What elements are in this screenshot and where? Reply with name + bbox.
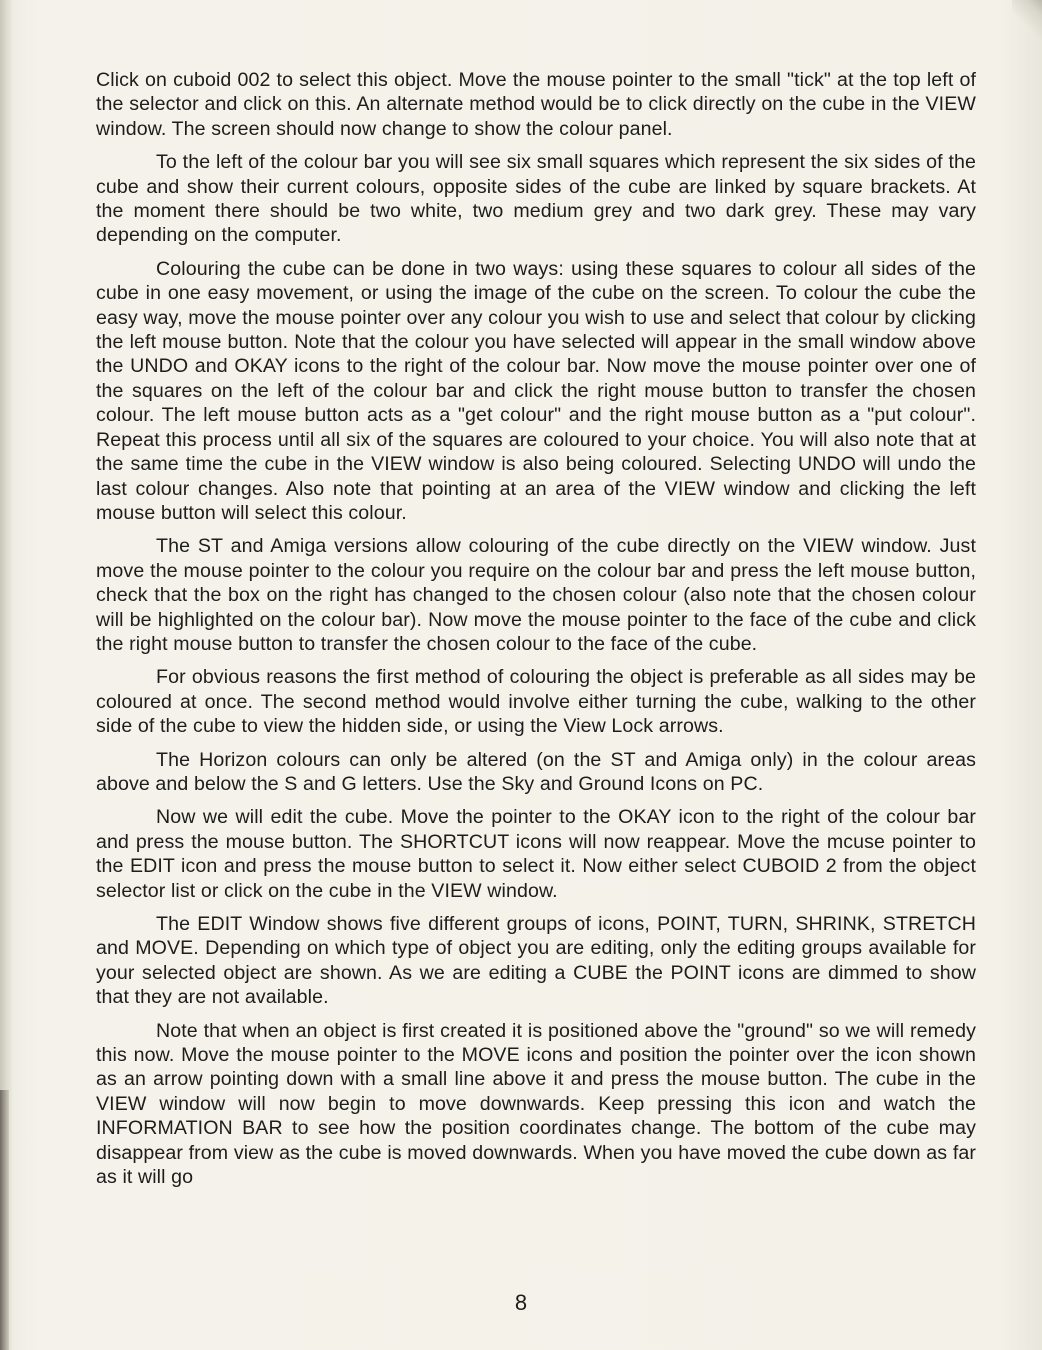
paragraph: Now we will edit the cube. Move the pointer to the OKAY icon to the right of the colour bar and press the mouse button. The SHORTCUT icons will now reappear. Move the mcuse pointer to the EDIT icon and press the mouse button to select it. Now either select CUBOID 2 from the object selector list or click on the cube in the VIEW window.	[96, 806, 976, 902]
paragraph: For obvious reasons the first method of colouring the object is preferable as all sides may be coloured at once. The second method would involve either turning the cube, walking to the other side of the cube to view the hidden side, or using the View Lock arrows.	[96, 666, 976, 738]
body-text	[96, 68, 976, 1198]
paragraph: Note that when an object is first created it is positioned above the "ground" so we will remedy this now. Move the mouse pointer to the MOVE icons and position the pointer over the icon shown as an arrow pointing down with a small line above it and press the mouse button. The cube in the VIEW window will now begin to move downwards. Keep pressing this icon and watch the INFORMATION BAR to see how the position coordinates change. The bottom of the cube may disappear from view as the cube is moved downwards. When you have moved the cube down as far as it will go	[96, 1019, 976, 1189]
paragraph: Colouring the cube can be done in two ways: using these squares to colour all sides of the cube in one easy movement, or using the image of the cube on the screen. To colour the cube the easy way, move the mouse pointer over any colour you wish to use and select that colour by clicking the left mouse button. Note that the colour you have selected will appear in the small window above the UNDO and OKAY icons to the right of the colour bar. Now move the mouse pointer over one of the squares on the left of the colour bar and click the right mouse button to transfer the chosen colour. The left mouse button acts as a "get colour" and the right mouse button as a "put colour". Repeat this process until all six of the squares are coloured to your choice. You will also note that at the same time the cube in the VIEW window is also being coloured. Selecting UNDO will undo the last colour changes. Also note that pointing at an area of the VIEW window and clicking the left mouse button will select this colour.	[96, 257, 976, 524]
paragraph: The ST and Amiga versions allow colouring of the cube directly on the VIEW window. Just move the mouse pointer to the colour you require on the colour bar and press the left mouse button, check that the box on the right has changed to the chosen colour (also note that the chosen colour will be highlighted on the colour bar). Now move the mouse pointer to the face of the cube and click the right mouse button to transfer the chosen colour to the face of the cube.	[96, 535, 976, 655]
paragraph: The EDIT Window shows five different groups of icons, POINT, TURN, SHRINK, STRETCH and MOVE. Depending on which type of object you are editing, only the editing groups available for your selected object are shown. As we are editing a CUBE the POINT icons are dimmed to show that they are not available.	[96, 913, 976, 1009]
paragraph: To the left of the colour bar you will see six small squares which represent the six sides of the cube and show their current colours, opposite sides of the cube are linked by square brackets. At the moment there should be two white, two medium grey and two dark grey. These may vary depending on the computer.	[96, 151, 976, 247]
paragraph: Click on cuboid 002 to select this object. Move the mouse pointer to the small "tick" at the top left of the selector and click on this. An alternate method would be to click directly on the cube in the VIEW window. The screen should now change to show the colour panel.	[96, 69, 976, 140]
page-corner-shadow	[1012, 0, 1042, 40]
paragraph: The Horizon colours can only be altered (on the ST and Amiga only) in the colour areas above and below the S and G letters. Use the Sky and Ground Icons on PC.	[96, 748, 976, 795]
page-number: 8	[514, 1290, 528, 1315]
